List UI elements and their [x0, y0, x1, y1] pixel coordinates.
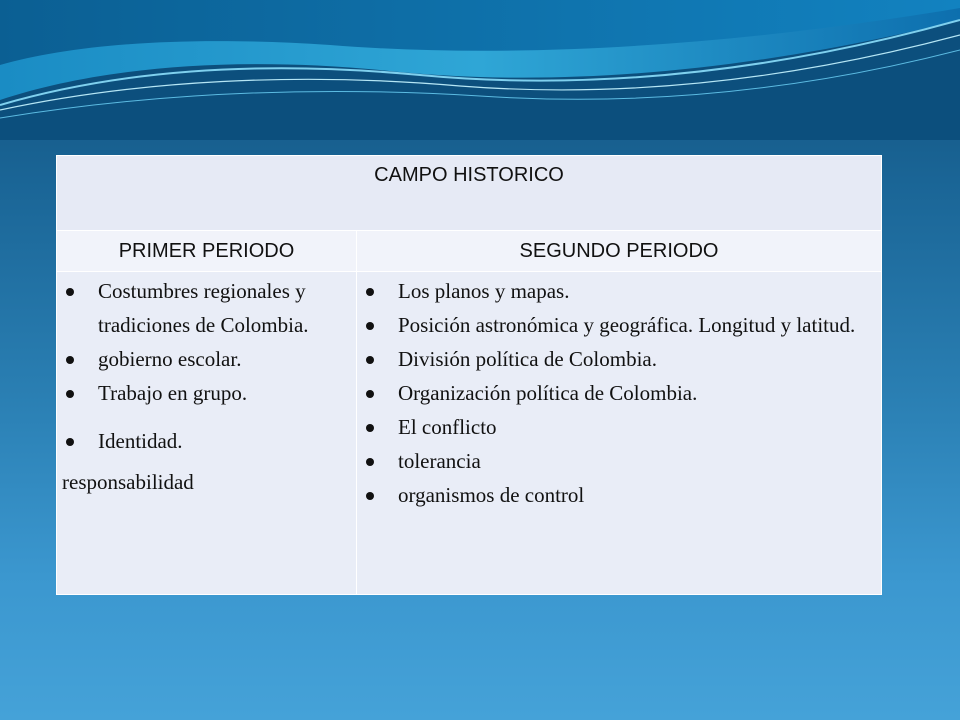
trailing-text: responsabilidad [62, 470, 194, 494]
list-item: Identidad. [57, 424, 356, 458]
decorative-wave-banner [0, 0, 960, 140]
second-period-cell [357, 272, 882, 595]
bullet-icon [66, 356, 74, 364]
table-title: CAMPO HISTORICO [57, 156, 882, 231]
bullet-icon [366, 424, 374, 432]
second-period-list [357, 274, 881, 512]
list-item: Organización política de Colombia. [357, 376, 881, 410]
bullet-icon [366, 356, 374, 364]
first-period-cell [57, 272, 357, 595]
bullet-icon [366, 390, 374, 398]
bullet-icon [66, 390, 74, 398]
bullet-icon [366, 322, 374, 330]
list-item: Trabajo en grupo. [57, 376, 356, 410]
first-period-list [57, 274, 356, 458]
header-primer-periodo: PRIMER PERIODO [57, 231, 357, 272]
list-item: El conflicto [357, 410, 881, 444]
list-item: tolerancia [357, 444, 881, 478]
bullet-icon [366, 458, 374, 466]
bullet-icon [366, 492, 374, 500]
list-item: Costumbres regionales y tradiciones de Colombia. [57, 274, 356, 342]
list-item: gobierno escolar. [57, 342, 356, 376]
bullet-icon [66, 438, 74, 446]
bullet-icon [66, 288, 74, 296]
list-item: División política de Colombia. [357, 342, 881, 376]
history-table [56, 155, 882, 595]
bullet-icon [366, 288, 374, 296]
list-item: Posición astronómica y geográfica. Longitud y latitud. [357, 308, 881, 342]
header-segundo-periodo: SEGUNDO PERIODO [357, 231, 882, 272]
list-item: organismos de control [357, 478, 881, 512]
list-item: Los planos y mapas. [357, 274, 881, 308]
